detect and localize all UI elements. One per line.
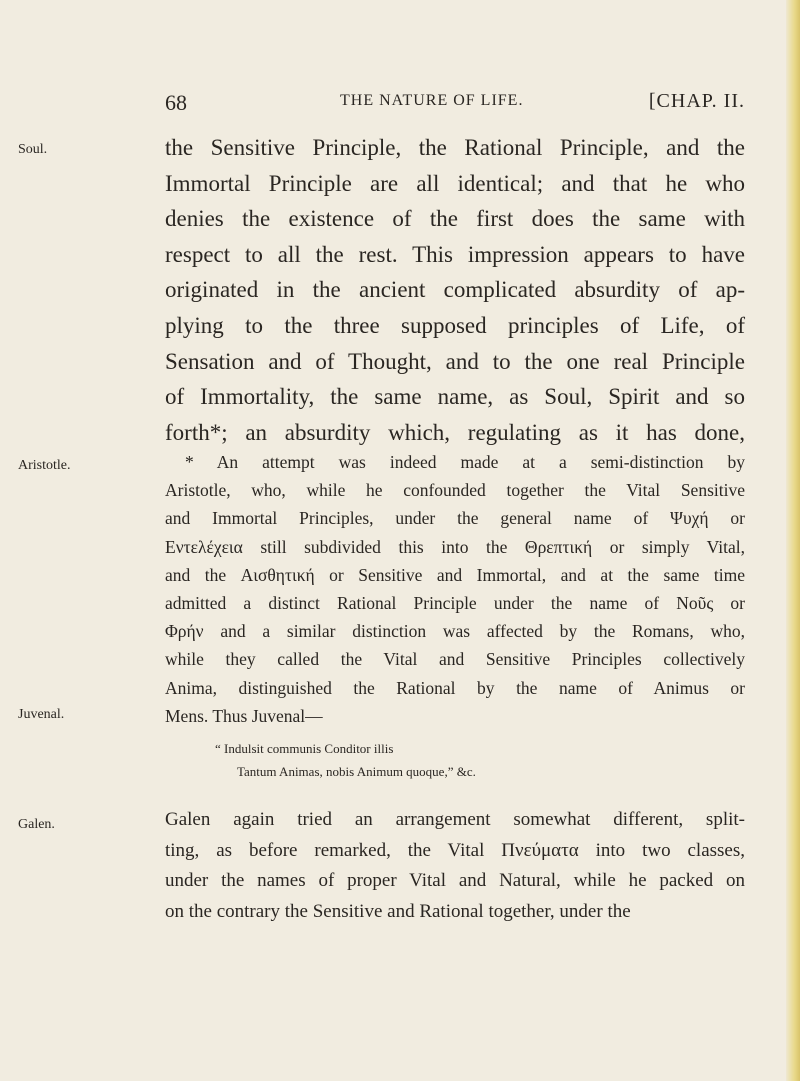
text-line: forth*; an absurdity which, regulating as it has done, <box>165 419 745 445</box>
galen-line: under the names of proper Vital and Natural, while he packed on <box>165 870 745 891</box>
sidenote-juvenal: Juvenal. <box>18 707 65 722</box>
footnote-line: and Immortal Principles, under the general name of Ψυχή or <box>165 508 745 529</box>
text-line: Immortal Principle are all identical; and that he who <box>165 170 745 196</box>
page-edge <box>786 0 800 1081</box>
footnote <box>165 448 745 730</box>
galen-paragraph <box>165 805 745 927</box>
chapter-label: [CHAP. II. <box>648 90 745 112</box>
footnote-line: Mens. Thus Juvenal— <box>165 705 323 726</box>
text-line: the Sensitive Principle, the Rational Principle, and the <box>165 135 745 160</box>
quote-line: Tantum Animas, nobis Animum quoque,” &c. <box>237 764 476 779</box>
running-title: THE NATURE OF LIFE. <box>340 92 524 109</box>
text-line: of Immortality, the same name, as Soul, Spirit and so <box>165 384 745 410</box>
page-number: 68 <box>165 90 187 115</box>
footnote-line: Φρήν and a similar distinction was affected by the Romans, who, <box>165 621 745 642</box>
sidenote-aristotle: Aristotle. <box>18 458 71 473</box>
text-line: respect to all the rest. This impression appears to have <box>165 241 745 267</box>
footnote-line: admitted a distinct Rational Principle under the name of Νοῦς or <box>165 593 745 614</box>
footnote-line: while they called the Vital and Sensitive Principles collectively <box>165 649 745 670</box>
main-text <box>165 130 745 450</box>
footnote-line: Aristotle, who, while he confounded together the Vital Sensitive <box>165 480 745 501</box>
footnote-line: Anima, distinguished the Rational by the name of Animus or <box>165 677 745 698</box>
quote-line: “ Indulsit communis Conditor illis <box>215 741 394 756</box>
sidenote-galen: Galen. <box>18 817 55 832</box>
text-line: plying to the three supposed principles of Life, of <box>165 312 745 338</box>
footnote-line: Εντελέχεια still subdivided this into the Θρεπτική or simply Vital, <box>165 536 745 557</box>
text-line: Sensation and of Thought, and to the one real Principle <box>165 348 745 374</box>
footnote-line: and the Αισθητική or Sensitive and Immortal, and at the same time <box>165 564 745 585</box>
text-line: denies the existence of the first does the same with <box>165 206 745 232</box>
galen-line: Galen again tried an arrangement somewhat different, split- <box>165 809 745 830</box>
text-line: originated in the ancient complicated absurdity of ap- <box>165 277 745 303</box>
running-header <box>165 90 745 116</box>
galen-line: ting, as before remarked, the Vital Πνεύματα into two classes, <box>165 839 745 861</box>
footnote-line: * An attempt was indeed made at a semi-distinction by <box>185 452 745 472</box>
sidenote-soul: Soul. <box>18 142 48 157</box>
galen-line: on the contrary the Sensitive and Rational together, under the <box>165 900 631 922</box>
